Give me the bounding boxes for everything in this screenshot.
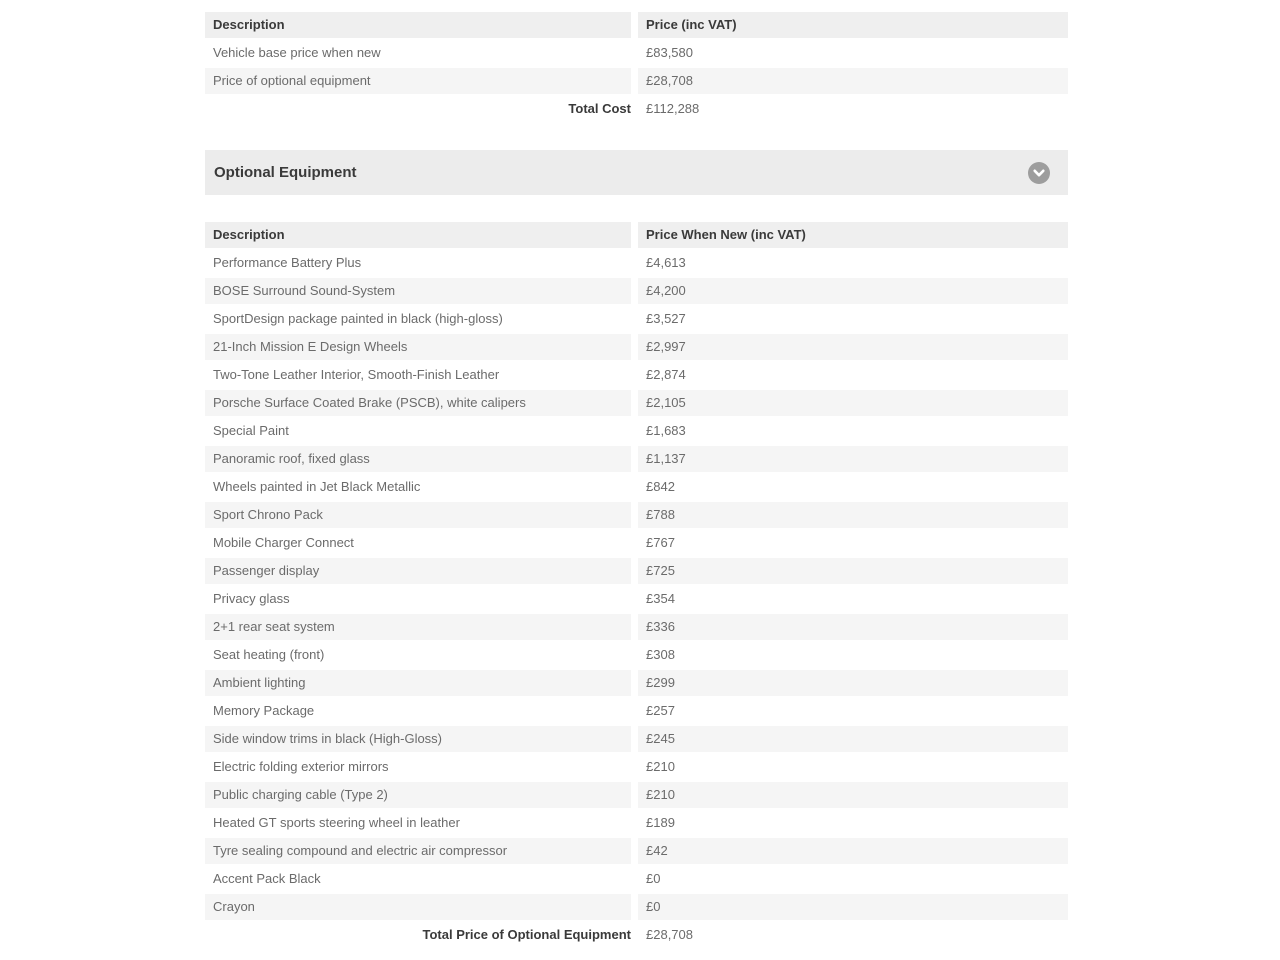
price-cell: £257 [638, 698, 1068, 724]
table-row [205, 502, 1068, 528]
description-cell: Price of optional equipment [205, 68, 631, 94]
price-cell: £842 [638, 474, 1068, 500]
price-cell: £210 [638, 754, 1068, 780]
description-cell: Two-Tone Leather Interior, Smooth-Finish Leather [205, 362, 631, 388]
description-cell: 21-Inch Mission E Design Wheels [205, 334, 631, 360]
table-row [205, 474, 1068, 500]
table-row [205, 334, 1068, 360]
table-row [205, 530, 1068, 556]
description-cell: Crayon [205, 894, 631, 920]
description-cell: BOSE Surround Sound-System [205, 278, 631, 304]
price-summary-table [205, 12, 1068, 122]
total-label: Total Price of Optional Equipment [205, 922, 631, 948]
table-row [205, 614, 1068, 640]
table-row [205, 68, 1068, 94]
description-cell: Tyre sealing compound and electric air compressor [205, 838, 631, 864]
description-column-header: Description [205, 12, 631, 38]
table-row [205, 866, 1068, 892]
price-cell: £767 [638, 530, 1068, 556]
table-row [205, 894, 1068, 920]
price-cell: £4,200 [638, 278, 1068, 304]
price-cell: £210 [638, 782, 1068, 808]
optional-equipment-section-header[interactable] [205, 150, 1068, 195]
total-value: £28,708 [638, 922, 1068, 948]
description-cell: Performance Battery Plus [205, 250, 631, 276]
price-cell: £336 [638, 614, 1068, 640]
price-cell: £3,527 [638, 306, 1068, 332]
price-column-header: Price When New (inc VAT) [638, 222, 1068, 248]
price-cell: £245 [638, 726, 1068, 752]
description-cell: Mobile Charger Connect [205, 530, 631, 556]
price-cell: £83,580 [638, 40, 1068, 66]
description-cell: Side window trims in black (High-Gloss) [205, 726, 631, 752]
price-cell: £788 [638, 502, 1068, 528]
table-row [205, 754, 1068, 780]
price-cell: £2,105 [638, 390, 1068, 416]
table-row [205, 810, 1068, 836]
table-total-row [205, 922, 1068, 948]
description-cell: Accent Pack Black [205, 866, 631, 892]
table-row [205, 642, 1068, 668]
total-value: £112,288 [638, 96, 1068, 122]
description-cell: Passenger display [205, 558, 631, 584]
price-cell: £189 [638, 810, 1068, 836]
description-cell: Seat heating (front) [205, 642, 631, 668]
price-cell: £4,613 [638, 250, 1068, 276]
price-cell: £28,708 [638, 68, 1068, 94]
table-row [205, 586, 1068, 612]
price-cell: £2,997 [638, 334, 1068, 360]
description-cell: Electric folding exterior mirrors [205, 754, 631, 780]
description-column-header: Description [205, 222, 631, 248]
table-row [205, 306, 1068, 332]
price-cell: £1,137 [638, 446, 1068, 472]
description-cell: Privacy glass [205, 586, 631, 612]
vehicle-price-breakdown [205, 0, 1068, 958]
table-header-row [205, 12, 1068, 38]
description-cell: 2+1 rear seat system [205, 614, 631, 640]
description-cell: Wheels painted in Jet Black Metallic [205, 474, 631, 500]
description-cell: Ambient lighting [205, 670, 631, 696]
description-cell: Heated GT sports steering wheel in leather [205, 810, 631, 836]
description-cell: Memory Package [205, 698, 631, 724]
price-cell: £308 [638, 642, 1068, 668]
description-cell: Panoramic roof, fixed glass [205, 446, 631, 472]
description-cell: SportDesign package painted in black (high-gloss) [205, 306, 631, 332]
table-row [205, 250, 1068, 276]
description-cell: Porsche Surface Coated Brake (PSCB), white calipers [205, 390, 631, 416]
description-cell: Sport Chrono Pack [205, 502, 631, 528]
table-row [205, 726, 1068, 752]
total-label: Total Cost [205, 96, 631, 122]
table-row [205, 698, 1068, 724]
table-row [205, 558, 1068, 584]
price-cell: £725 [638, 558, 1068, 584]
table-row [205, 362, 1068, 388]
optional-equipment-table [205, 222, 1068, 948]
table-row [205, 418, 1068, 444]
description-cell: Vehicle base price when new [205, 40, 631, 66]
table-header-row [205, 222, 1068, 248]
price-cell: £1,683 [638, 418, 1068, 444]
price-cell: £299 [638, 670, 1068, 696]
table-total-row [205, 96, 1068, 122]
table-row [205, 838, 1068, 864]
price-cell: £2,874 [638, 362, 1068, 388]
description-cell: Public charging cable (Type 2) [205, 782, 631, 808]
table-row [205, 40, 1068, 66]
table-row [205, 446, 1068, 472]
table-row [205, 670, 1068, 696]
price-column-header: Price (inc VAT) [638, 12, 1068, 38]
table-row [205, 390, 1068, 416]
price-cell: £354 [638, 586, 1068, 612]
section-title: Optional Equipment [214, 164, 357, 181]
table-row [205, 782, 1068, 808]
description-cell: Special Paint [205, 418, 631, 444]
price-cell: £42 [638, 838, 1068, 864]
price-cell: £0 [638, 866, 1068, 892]
chevron-down-circle-icon[interactable] [1028, 162, 1050, 184]
price-cell: £0 [638, 894, 1068, 920]
table-row [205, 278, 1068, 304]
